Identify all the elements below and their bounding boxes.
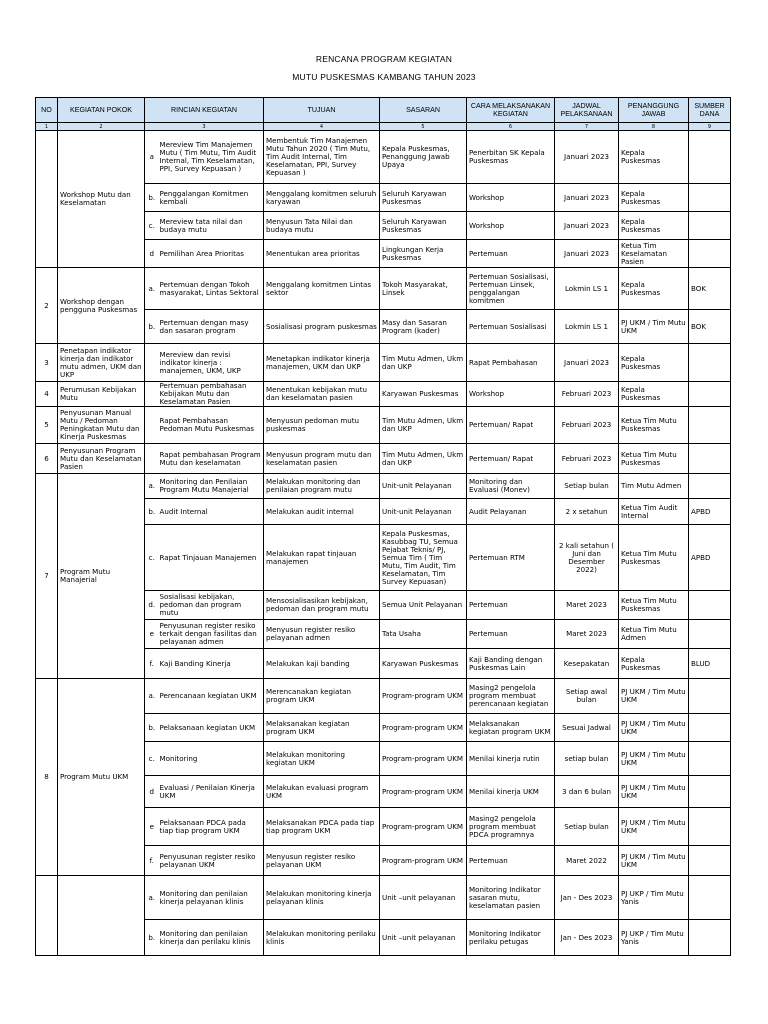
tujuan: Sosialisasi program puskesmas <box>264 310 380 344</box>
jadwal-pelaksanaan: Kesepakatan <box>555 649 619 679</box>
sumber-dana: BLUD <box>689 649 731 679</box>
item-letter: b. <box>145 184 159 212</box>
jadwal-pelaksanaan: Januari 2023 <box>555 212 619 240</box>
cara-melaksanakan: Pertemuan <box>467 591 555 620</box>
item-letter: a <box>145 131 159 184</box>
row-number <box>36 131 58 268</box>
penanggung-jawab: Kepala Puskesmas <box>619 649 689 679</box>
rincian-kegiatan: Evaluasi / Penilaian Kinerja UKM <box>159 776 264 808</box>
tujuan: Melaksanakan kegiatan program UKM <box>264 714 380 742</box>
sasaran: Semua Unit Pelayanan <box>380 591 467 620</box>
tujuan: Menentukan area prioritas <box>264 240 380 268</box>
sumber-dana <box>689 184 731 212</box>
rincian-kegiatan: Perencanaan kegiatan UKM <box>159 679 264 714</box>
penanggung-jawab: PJ UKM / Tim Mutu UKM <box>619 714 689 742</box>
sumber-dana <box>689 212 731 240</box>
header-sasaran: SASARAN <box>380 98 467 123</box>
item-letter: a. <box>145 876 159 920</box>
penanggung-jawab: Ketua Tim Mutu Puskesmas <box>619 444 689 474</box>
table-row <box>36 679 731 714</box>
header-rincian-kegiatan: RINCIAN KEGIATAN <box>145 98 264 123</box>
column-number: 1 <box>36 123 58 131</box>
penanggung-jawab: PJ UKP / Tim Mutu Yanis <box>619 920 689 956</box>
kegiatan-pokok: Penyusunan Manual Mutu / Pedoman Peningkatan Mutu dan Kinerja Puskesmas <box>58 407 145 444</box>
penanggung-jawab: Ketua Tim Keselamatan Pasien <box>619 240 689 268</box>
sasaran: Kepala Puskesmas, Penanggung Jawab Upaya <box>380 131 467 184</box>
penanggung-jawab: PJ UKM / Tim Mutu UKM <box>619 679 689 714</box>
item-letter: f. <box>145 846 159 876</box>
item-letter: e <box>145 808 159 846</box>
jadwal-pelaksanaan: 2 kali setahun ( Juni dan Desember 2022) <box>555 525 619 591</box>
jadwal-pelaksanaan: Januari 2023 <box>555 184 619 212</box>
column-number: 7 <box>555 123 619 131</box>
sasaran: Tim Mutu Admen, Ukm dan UKP <box>380 444 467 474</box>
sumber-dana <box>689 591 731 620</box>
penanggung-jawab: Kepala Puskesmas <box>619 131 689 184</box>
sasaran: Tokoh Masyarakat, Linsek <box>380 268 467 310</box>
cara-melaksanakan: Workshop <box>467 212 555 240</box>
column-number: 9 <box>689 123 731 131</box>
jadwal-pelaksanaan: Februari 2023 <box>555 407 619 444</box>
cara-melaksanakan: Monitoring Indikator perilaku petugas <box>467 920 555 956</box>
cara-melaksanakan: Workshop <box>467 382 555 407</box>
penanggung-jawab: Kepala Puskesmas <box>619 382 689 407</box>
penanggung-jawab: Ketua Tim Mutu Puskesmas <box>619 407 689 444</box>
cara-melaksanakan: Rapat Pembahasan <box>467 344 555 382</box>
cara-melaksanakan: Pertemuan <box>467 240 555 268</box>
jadwal-pelaksanaan: Maret 2023 <box>555 620 619 649</box>
cara-melaksanakan: Workshop <box>467 184 555 212</box>
jadwal-pelaksanaan: Setiap bulan <box>555 474 619 499</box>
sasaran: Tata Usaha <box>380 620 467 649</box>
kegiatan-pokok: Program Mutu Manajerial <box>58 474 145 679</box>
penanggung-jawab: Ketua Tim Audit Internal <box>619 499 689 525</box>
tujuan: Melakukan kaji banding <box>264 649 380 679</box>
cara-melaksanakan: Masing2 pengelola program membuat PDCA programnya <box>467 808 555 846</box>
header-cara-melaksanakan-kegiatan: CARA MELAKSANAKAN KEGIATAN <box>467 98 555 123</box>
jadwal-pelaksanaan: 3 dan 6 bulan <box>555 776 619 808</box>
rincian-kegiatan: Audit Internal <box>159 499 264 525</box>
row-number: 3 <box>36 344 58 382</box>
sumber-dana <box>689 808 731 846</box>
column-number: 8 <box>619 123 689 131</box>
item-letter: d <box>145 776 159 808</box>
column-number: 5 <box>380 123 467 131</box>
item-letter: f. <box>145 649 159 679</box>
penanggung-jawab: PJ UKM / Tim Mutu UKM <box>619 310 689 344</box>
sasaran: Program-program UKM <box>380 776 467 808</box>
penanggung-jawab: Ketua Tim Mutu Puskesmas <box>619 525 689 591</box>
sumber-dana <box>689 920 731 956</box>
tujuan: Menyusun program mutu dan keselamatan pasien <box>264 444 380 474</box>
column-number: 4 <box>264 123 380 131</box>
cara-melaksanakan: Pertemuan <box>467 620 555 649</box>
sasaran: Program-program UKM <box>380 742 467 776</box>
rincian-kegiatan: Monitoring dan penilaian kinerja pelayanan klinis <box>159 876 264 920</box>
header-tujuan: TUJUAN <box>264 98 380 123</box>
tujuan: Melakukan evaluasi program UKM <box>264 776 380 808</box>
rincian-kegiatan: Mereview tata nilai dan budaya mutu <box>159 212 264 240</box>
sasaran: Program-program UKM <box>380 808 467 846</box>
sumber-dana <box>689 679 731 714</box>
item-letter: e <box>145 620 159 649</box>
sumber-dana <box>689 344 731 382</box>
item-letter: b. <box>145 920 159 956</box>
header-sumber-dana: SUMBER DANA <box>689 98 731 123</box>
rincian-kegiatan: Pemilihan Area Prioritas <box>159 240 264 268</box>
sumber-dana: APBD <box>689 525 731 591</box>
table-row <box>36 131 731 184</box>
tujuan: Menggalang komitmen seluruh karyawan <box>264 184 380 212</box>
program-table <box>35 97 731 956</box>
tujuan: Menetapkan indikator kinerja manajemen, UKM dan UKP <box>264 344 380 382</box>
sumber-dana <box>689 776 731 808</box>
document-subtitle: MUTU PUSKESMAS KAMBANG TAHUN 2023 <box>292 72 476 82</box>
column-number-row <box>36 123 731 131</box>
tujuan: Membentuk Tim Manajemen Mutu Tahun 2020 ( Tim Mutu, Tim Audit Internal, Tim Keselamatan, PPI, Survey Kepuasan ) <box>264 131 380 184</box>
cara-melaksanakan: Menilai kinerja UKM <box>467 776 555 808</box>
item-letter: a. <box>145 268 159 310</box>
header-no: NO <box>36 98 58 123</box>
jadwal-pelaksanaan: Jan - Des 2023 <box>555 876 619 920</box>
tujuan: Mensosialisasikan kebijakan, pedoman dan program mutu <box>264 591 380 620</box>
kegiatan-pokok: Penetapan indikator kinerja dan indikator mutu admen, UKM dan UKP <box>58 344 145 382</box>
cara-melaksanakan: Masing2 pengelola program membuat perencanaan kegiatan <box>467 679 555 714</box>
rincian-kegiatan: Pertemuan pembahasan Kebijakan Mutu dan Keselamatan Pasien <box>159 382 264 407</box>
row-number: 8 <box>36 679 58 876</box>
sumber-dana <box>689 876 731 920</box>
sumber-dana: APBD <box>689 499 731 525</box>
sumber-dana <box>689 474 731 499</box>
cara-melaksanakan: Pertemuan RTM <box>467 525 555 591</box>
sasaran: Seluruh Karyawan Puskesmas <box>380 212 467 240</box>
sumber-dana <box>689 444 731 474</box>
rincian-kegiatan: Rapat pembahasan Program Mutu dan keselamatan <box>159 444 264 474</box>
sasaran: Program-program UKM <box>380 846 467 876</box>
rincian-kegiatan: Pelaksanaan PDCA pada tiap tiap program UKM <box>159 808 264 846</box>
cara-melaksanakan: Menilai kinerja rutin <box>467 742 555 776</box>
table-row <box>36 344 731 382</box>
cara-melaksanakan: Pertemuan <box>467 846 555 876</box>
item-letter <box>145 407 159 444</box>
row-number: 4 <box>36 382 58 407</box>
tujuan: Melakukan monitoring perilaku klinis <box>264 920 380 956</box>
row-number: 7 <box>36 474 58 679</box>
header-row <box>36 98 731 123</box>
rincian-kegiatan: Kaji Banding Kinerja <box>159 649 264 679</box>
table-row <box>36 444 731 474</box>
table-row <box>36 474 731 499</box>
tujuan: Melakukan monitoring kegiatan UKM <box>264 742 380 776</box>
rincian-kegiatan: Monitoring <box>159 742 264 776</box>
row-number: 6 <box>36 444 58 474</box>
rincian-kegiatan: Monitoring dan penilaian kinerja dan perilaku klinis <box>159 920 264 956</box>
penanggung-jawab: PJ UKM / Tim Mutu UKM <box>619 808 689 846</box>
cara-melaksanakan: Audit Pelayanan <box>467 499 555 525</box>
sumber-dana <box>689 742 731 776</box>
sasaran: Seluruh Karyawan Puskesmas <box>380 184 467 212</box>
document-title: RENCANA PROGRAM KEGIATAN <box>315 54 453 64</box>
item-letter: c. <box>145 525 159 591</box>
penanggung-jawab: Ketua Tim Mutu Admen <box>619 620 689 649</box>
cara-melaksanakan: Monitoring Indikator sasaran mutu, keselamatan pasien <box>467 876 555 920</box>
penanggung-jawab: PJ UKM / Tim Mutu UKM <box>619 742 689 776</box>
column-number: 3 <box>145 123 264 131</box>
sumber-dana <box>689 240 731 268</box>
table-row <box>36 382 731 407</box>
penanggung-jawab: PJ UKM / Tim Mutu UKM <box>619 846 689 876</box>
kegiatan-pokok: Perumusan Kebijakan Mutu <box>58 382 145 407</box>
kegiatan-pokok <box>58 876 145 956</box>
tujuan: Menyusun pedoman mutu puskesmas <box>264 407 380 444</box>
penanggung-jawab: Kepala Puskesmas <box>619 212 689 240</box>
sasaran: Karyawan Puskesmas <box>380 649 467 679</box>
cara-melaksanakan: Melaksanakan kegiatan program UKM <box>467 714 555 742</box>
jadwal-pelaksanaan: Januari 2023 <box>555 131 619 184</box>
rincian-kegiatan: Pertemuan dengan Tokoh masyarakat, Lintas Sektoral <box>159 268 264 310</box>
rincian-kegiatan: Penggalangan Komitmen kembali <box>159 184 264 212</box>
item-letter: b. <box>145 714 159 742</box>
sasaran: Masy dan Sasaran Program (kader) <box>380 310 467 344</box>
sumber-dana <box>689 131 731 184</box>
tujuan: Menggalang komitmen Lintas sektor <box>264 268 380 310</box>
item-letter: a. <box>145 679 159 714</box>
sumber-dana: BOK <box>689 310 731 344</box>
header-kegiatan-pokok: KEGIATAN POKOK <box>58 98 145 123</box>
tujuan: Menyusun register resiko pelayanan admen <box>264 620 380 649</box>
rincian-kegiatan: Monitoring dan Penilaian Program Mutu Manajerial <box>159 474 264 499</box>
rincian-kegiatan: Rapat Tinjauan Manajemen <box>159 525 264 591</box>
item-letter: d. <box>145 591 159 620</box>
row-number <box>36 876 58 956</box>
sumber-dana <box>689 382 731 407</box>
item-letter <box>145 444 159 474</box>
sasaran: Unit –unit pelayanan <box>380 876 467 920</box>
sasaran: Tim Mutu Admen, Ukm dan UKP <box>380 407 467 444</box>
cara-melaksanakan: Kaji Banding dengan Puskesmas Lain <box>467 649 555 679</box>
sumber-dana <box>689 407 731 444</box>
tujuan: Melakukan audit internal <box>264 499 380 525</box>
jadwal-pelaksanaan: Maret 2023 <box>555 591 619 620</box>
tujuan: Melakukan monitoring kinerja pelayanan klinis <box>264 876 380 920</box>
jadwal-pelaksanaan: Setiap awal bulan <box>555 679 619 714</box>
penanggung-jawab: Kepala Puskesmas <box>619 268 689 310</box>
cara-melaksanakan: Monitoring dan Evaluasi (Monev) <box>467 474 555 499</box>
jadwal-pelaksanaan: Lokmin LS 1 <box>555 310 619 344</box>
row-number: 2 <box>36 268 58 344</box>
kegiatan-pokok: Penyusunan Program Mutu dan Keselamatan Pasien <box>58 444 145 474</box>
header-penanggung-jawab: PENANGGUNG JAWAB <box>619 98 689 123</box>
sasaran: Unit-unit Pelayanan <box>380 474 467 499</box>
rincian-kegiatan: Mereview dan revisi indikator kinerja : manajemen, UKM, UKP <box>159 344 264 382</box>
cara-melaksanakan: Pertemuan Sosialisasi <box>467 310 555 344</box>
sumber-dana <box>689 620 731 649</box>
sumber-dana <box>689 846 731 876</box>
penanggung-jawab: Kepala Puskesmas <box>619 184 689 212</box>
jadwal-pelaksanaan: setiap bulan <box>555 742 619 776</box>
sasaran: Lingkungan Kerja Puskesmas <box>380 240 467 268</box>
rincian-kegiatan: Pelaksanaan kegiatan UKM <box>159 714 264 742</box>
item-letter: b. <box>145 499 159 525</box>
tujuan: Melakukan rapat tinjauan manajemen <box>264 525 380 591</box>
tujuan: Melakukan monitoring dan penilaian program mutu <box>264 474 380 499</box>
kegiatan-pokok: Workshop Mutu dan Keselamatan <box>58 131 145 268</box>
jadwal-pelaksanaan: Februari 2023 <box>555 382 619 407</box>
rincian-kegiatan: Mereview Tim Manajemen Mutu ( Tim Mutu, Tim Audit Internal, Tim Keselamatan, PPI, Survey Kepuasan ) <box>159 131 264 184</box>
tujuan: Menyusun register resiko pelayanan UKM <box>264 846 380 876</box>
penanggung-jawab: Ketua Tim Mutu Puskesmas <box>619 591 689 620</box>
jadwal-pelaksanaan: Februari 2023 <box>555 444 619 474</box>
jadwal-pelaksanaan: Sesuai Jadwal <box>555 714 619 742</box>
penanggung-jawab: Kepala Puskesmas <box>619 344 689 382</box>
table-row <box>36 876 731 920</box>
header-jadwal-pelaksanaan: JADWAL PELAKSANAAN <box>555 98 619 123</box>
cara-melaksanakan: Pertemuan Sosialisasi, Pertemuan Linsek, penggalangan komitmen <box>467 268 555 310</box>
penanggung-jawab: Tim Mutu Admen <box>619 474 689 499</box>
sasaran: Karyawan Puskesmas <box>380 382 467 407</box>
rincian-kegiatan: Penyusunan register resiko pelayanan UKM <box>159 846 264 876</box>
sasaran: Unit –unit pelayanan <box>380 920 467 956</box>
sasaran: Kepala Puskesmas, Kasubbag TU, Semua Pejabat Teknis/ PJ, Semua Tim ( Tim Mutu, Tim Audit, Tim Keselamatan, Tim Survey Kepuasan) <box>380 525 467 591</box>
column-number: 2 <box>58 123 145 131</box>
rincian-kegiatan: Penyusunan register resiko terkait dengan fasilitas dan pelayanan admen <box>159 620 264 649</box>
tujuan: Menentukan kebijakan mutu dan keselamatan pasien <box>264 382 380 407</box>
sasaran: Program-program UKM <box>380 679 467 714</box>
item-letter <box>145 382 159 407</box>
sasaran: Tim Mutu Admen, Ukm dan UKP <box>380 344 467 382</box>
jadwal-pelaksanaan: Lokmin LS 1 <box>555 268 619 310</box>
item-letter: c. <box>145 742 159 776</box>
sumber-dana: BOK <box>689 268 731 310</box>
cara-melaksanakan: Pertemuan/ Rapat <box>467 444 555 474</box>
item-letter: b. <box>145 310 159 344</box>
jadwal-pelaksanaan: 2 x setahun <box>555 499 619 525</box>
rincian-kegiatan: Rapat Pembahasan Pedoman Mutu Puskesmas <box>159 407 264 444</box>
column-number: 6 <box>467 123 555 131</box>
jadwal-pelaksanaan: Januari 2023 <box>555 344 619 382</box>
rincian-kegiatan: Pertemuan dengan masy dan sasaran program <box>159 310 264 344</box>
sumber-dana <box>689 714 731 742</box>
kegiatan-pokok: Program Mutu UKM <box>58 679 145 876</box>
rincian-kegiatan: Sosialisasi kebijakan, pedoman dan program mutu <box>159 591 264 620</box>
item-letter <box>145 344 159 382</box>
jadwal-pelaksanaan: Setiap bulan <box>555 808 619 846</box>
cara-melaksanakan: Pertemuan/ Rapat <box>467 407 555 444</box>
tujuan: Merencanakan kegiatan program UKM <box>264 679 380 714</box>
item-letter: a. <box>145 474 159 499</box>
penanggung-jawab: PJ UKM / Tim Mutu UKM <box>619 776 689 808</box>
jadwal-pelaksanaan: Januari 2023 <box>555 240 619 268</box>
table-row <box>36 407 731 444</box>
sasaran: Program-program UKM <box>380 714 467 742</box>
item-letter: c. <box>145 212 159 240</box>
table-row <box>36 268 731 310</box>
sasaran: Unit-unit Pelayanan <box>380 499 467 525</box>
penanggung-jawab: PJ UKP / Tim Mutu Yanis <box>619 876 689 920</box>
tujuan: Menyusun Tata Nilai dan budaya mutu <box>264 212 380 240</box>
jadwal-pelaksanaan: Maret 2022 <box>555 846 619 876</box>
tujuan: Melaksanakan PDCA pada tiap tiap program UKM <box>264 808 380 846</box>
jadwal-pelaksanaan: Jan - Des 2023 <box>555 920 619 956</box>
cara-melaksanakan: Penerbitan SK Kepala Puskesmas <box>467 131 555 184</box>
kegiatan-pokok: Workshop dengan pengguna Puskesmas <box>58 268 145 344</box>
row-number: 5 <box>36 407 58 444</box>
item-letter: d <box>145 240 159 268</box>
